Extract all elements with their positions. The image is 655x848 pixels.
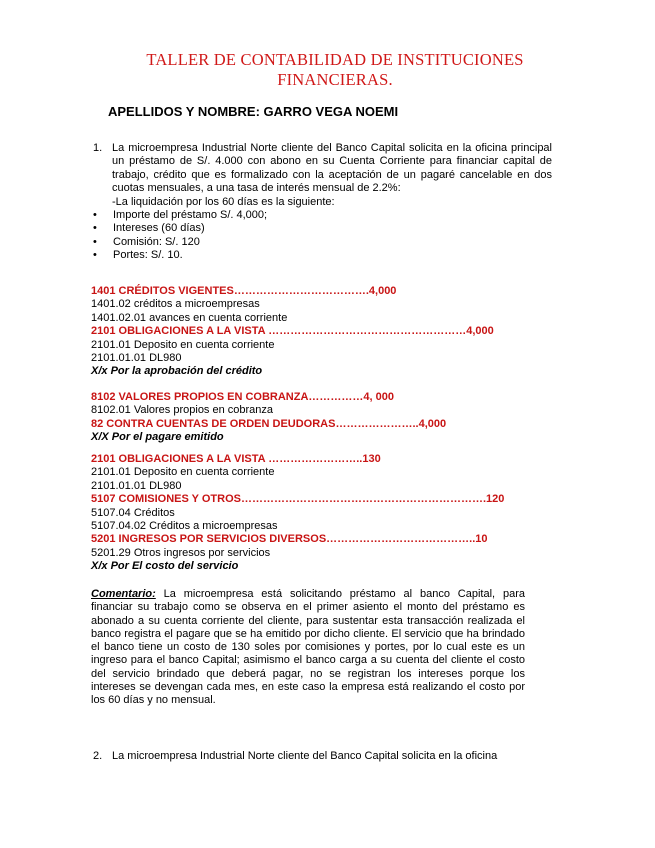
bullet-item: • Importe del préstamo S/. 4,000; bbox=[93, 209, 268, 221]
journal-subaccount: 8102.01 Valores propios en cobranza bbox=[91, 404, 274, 417]
comment-label: Comentario: bbox=[91, 588, 156, 600]
journal-account: 1401 CRÉDITOS VIGENTES……………………………….4,000 bbox=[91, 285, 397, 297]
exercise-2-number: 2. bbox=[93, 750, 103, 762]
bullet-item: • Intereses (60 días) bbox=[93, 222, 205, 235]
journal-subaccount: 2101.01 Deposito en cuenta corriente bbox=[91, 466, 275, 479]
journal-account: 8102 VALORES PROPIOS EN COBRANZA……………4, 000 bbox=[91, 391, 394, 403]
journal-subaccount: 2101.01.01 DL980 bbox=[91, 479, 182, 492]
comment-text: La microempresa está solicitando préstamo al banco Capital, para financiar su trabajo como se observa en el primer asiento el monto del préstamo es abonado a su cuenta corriente del cliente, para sustentar esta transacción realizada el banco registra el pagare que se ha emitido por dicho cliente. El servicio que ha brindado el banco tiene un costo de 130 soles por comisiones y portes, por lo cual este es un ingreso para el banco Capital; asimismo el banco carga a su cuenta del cliente el costo del servicio brindado que deberá pagar, no se registran los intereses porque los intereses se devengan cada mes, en este caso la empresa está realizando el costo por los 60 días y no mensual. bbox=[91, 588, 525, 707]
exercise-1-text: La microempresa Industrial Norte cliente del Banco Capital solicita en la oficina principal un préstamo de S/. 4.000 con abono en su Cuenta Corriente para financiar capital de trabajo, crédito que es formalizado con la aceptación de un pagaré cancelable en dos cuotas mensuales, a una tasa de interés mensual de 2.2%: bbox=[112, 142, 552, 195]
exercise-1-subtext: -La liquidación por los 60 días es la siguiente: bbox=[112, 195, 335, 208]
student-name: APELLIDOS Y NOMBRE: GARRO VEGA NOEMI bbox=[108, 104, 399, 119]
journal-subaccount: 1401.02 créditos a microempresas bbox=[91, 298, 260, 311]
journal-account: 2101 OBLIGACIONES A LA VISTA ……………………..130 bbox=[91, 453, 381, 465]
journal-gloss: X/x Por El costo del servicio bbox=[91, 560, 239, 573]
title-line-1: TALLER DE CONTABILIDAD DE INSTITUCIONES bbox=[146, 50, 524, 69]
journal-gloss: X/X Por el pagare emitido bbox=[91, 431, 224, 444]
journal-subaccount: 5107.04.02 Créditos a microempresas bbox=[91, 520, 278, 532]
bullet-item: • Portes: S/. 10. bbox=[93, 249, 183, 262]
journal-account: 82 CONTRA CUENTAS DE ORDEN DEUDORAS…………………..4,000 bbox=[91, 417, 447, 430]
journal-gloss: X/x Por la aprobación del crédito bbox=[91, 365, 263, 378]
exercise-1-number: 1. bbox=[93, 142, 103, 154]
journal-account: 5201 INGRESOS POR SERVICIOS DIVERSOS…………………………………..10 bbox=[91, 533, 488, 546]
document-title bbox=[100, 50, 570, 90]
journal-account: 5107 COMISIONES Y OTROS………………………………………………………….120 bbox=[91, 493, 505, 506]
journal-subaccount: 5107.04 Créditos bbox=[91, 506, 175, 519]
title-line-2: FINANCIERAS. bbox=[277, 70, 393, 89]
exercise-2-text: La microempresa Industrial Norte cliente del Banco Capital solicita en la oficina bbox=[112, 750, 498, 762]
journal-subaccount: 2101.01.01 DL980 bbox=[91, 352, 182, 364]
comment-paragraph bbox=[91, 588, 525, 708]
journal-subaccount: 2101.01 Deposito en cuenta corriente bbox=[91, 338, 275, 351]
bullet-item: • Comisión: S/. 120 bbox=[93, 235, 200, 248]
journal-subaccount: 1401.02.01 avances en cuenta corriente bbox=[91, 311, 288, 324]
journal-account: 2101 OBLIGACIONES A LA VISTA ………………………………………………4,000 bbox=[91, 325, 494, 338]
journal-subaccount: 5201.29 Otros ingresos por servicios bbox=[91, 546, 271, 559]
